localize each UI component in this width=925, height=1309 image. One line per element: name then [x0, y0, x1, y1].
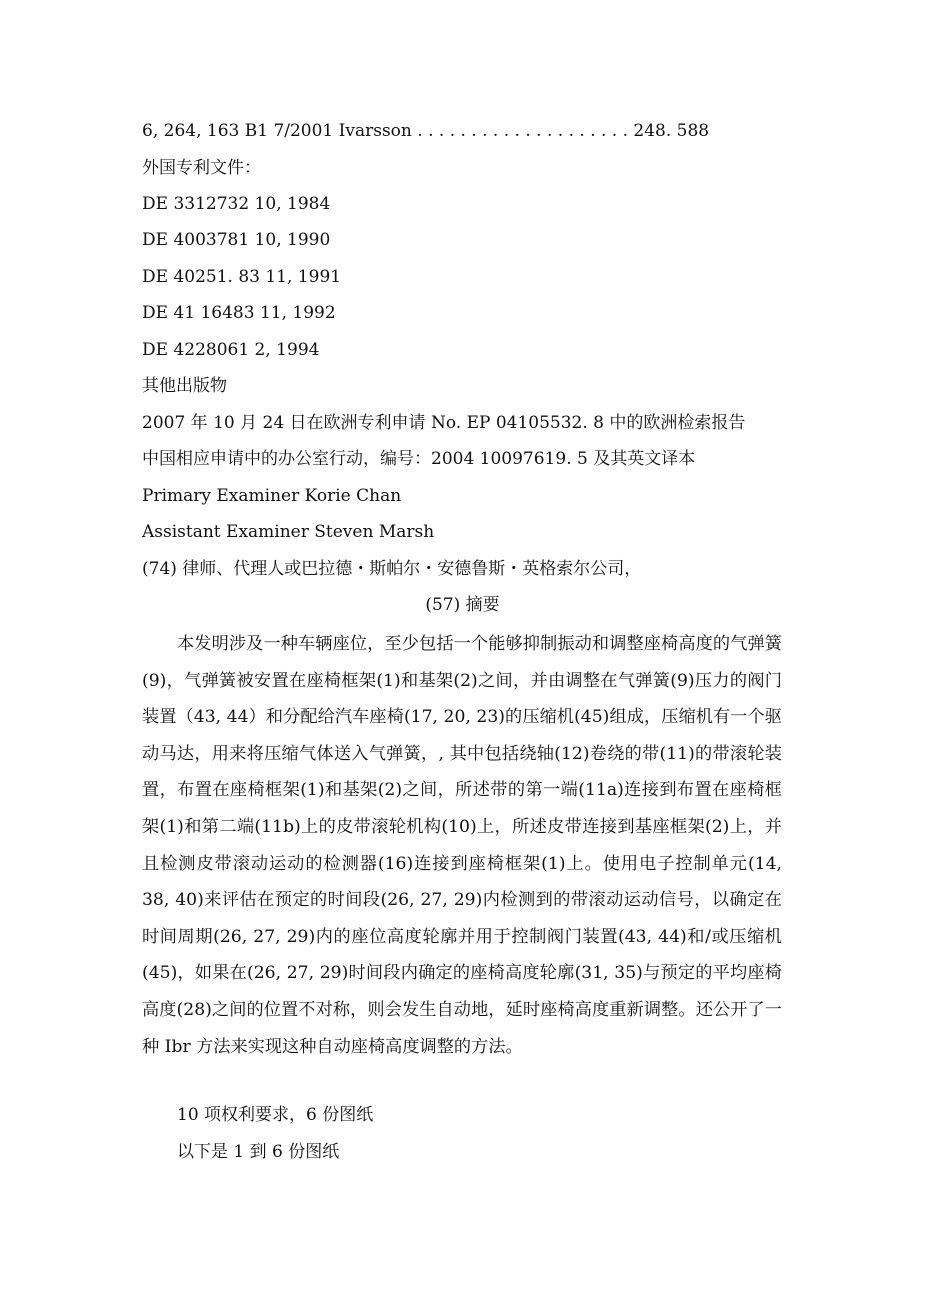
drawings-note: 以下是 1 到 6 份图纸: [177, 1142, 340, 1162]
us-patent-citation: 6, 264, 163 B1 7/2001 Ivarsson . . . . . . . . . . . . . . . . . . . . 248. 588: [142, 121, 710, 141]
other-publication: 2007 年 10 月 24 日在欧洲专利申请 No. EP 04105532. 8 中的欧洲检索报告: [142, 413, 746, 433]
other-publication: 中国相应申请中的办公室行动，编号：2004 10097619. 5 及其英文译本: [142, 449, 696, 469]
foreign-patent-citation: DE 3312732 10, 1984: [142, 194, 331, 214]
foreign-patent-citation: DE 40251. 83 11, 1991: [142, 267, 342, 287]
other-publications-heading: 其他出版物: [142, 376, 227, 396]
assistant-examiner: Assistant Examiner Steven Marsh: [142, 522, 435, 542]
foreign-patent-citation: DE 41 16483 11, 1992: [142, 303, 336, 323]
abstract-heading: (57) 摘要: [425, 595, 500, 615]
attorney-agent: (74) 律师、代理人或巴拉德・斯帕尔・安德鲁斯・英格索尔公司，: [142, 559, 642, 579]
foreign-patent-citation: DE 4003781 10, 1990: [142, 230, 331, 250]
primary-examiner: Primary Examiner Korie Chan: [142, 486, 402, 506]
claims-summary: 10 项权利要求，6 份图纸: [177, 1105, 374, 1125]
foreign-patent-citation: DE 4228061 2, 1994: [142, 340, 320, 360]
abstract-body: 本发明涉及一种车辆座位，至少包括一个能够抑制振动和调整座椅高度的气弹簧(9)，气弹簧被安置在座椅框架(1)和基架(2)之间，并由调整在气弹簧(9)压力的阀门装置（43, 44）和分配给汽车座椅(17, 20, 23)的压缩机(45)组成，压缩机有一个驱动马达，用来将压缩气体送入气弹簧，, 其中包括绕轴(12)卷绕的带(11)的带滚轮装置，布置在座椅框架(1)和基架(2)之间，所述带的第一端(11a)连接到布置在座椅框架(1)和第二端(11b)上的皮带滚轮机构(10)上，所述皮带连接到基座框架(2)上，并且检测皮带滚动运动的检测器(16)连接到座椅框架(1)上。使用电子控制单元(14, 38, 40)来评估在预定的时间段(26, 27, 29)内检测到的带滚动运动信号，以确定在时间周期(26, 27, 29)内的座位高度轮廓并用于控制阀门装置(43, 44)和/或压缩机(45)，如果在(26, 27, 29)时间段内确定的座椅高度轮廓(31, 35)与预定的平均座椅高度(28)之间的位置不对称，则会发生自动地，延时座椅高度重新调整。还公开了一种 Ibr 方法来实现这种自动座椅高度调整的方法。: [142, 634, 782, 1057]
foreign-patents-heading: 外国专利文件：: [142, 158, 261, 178]
